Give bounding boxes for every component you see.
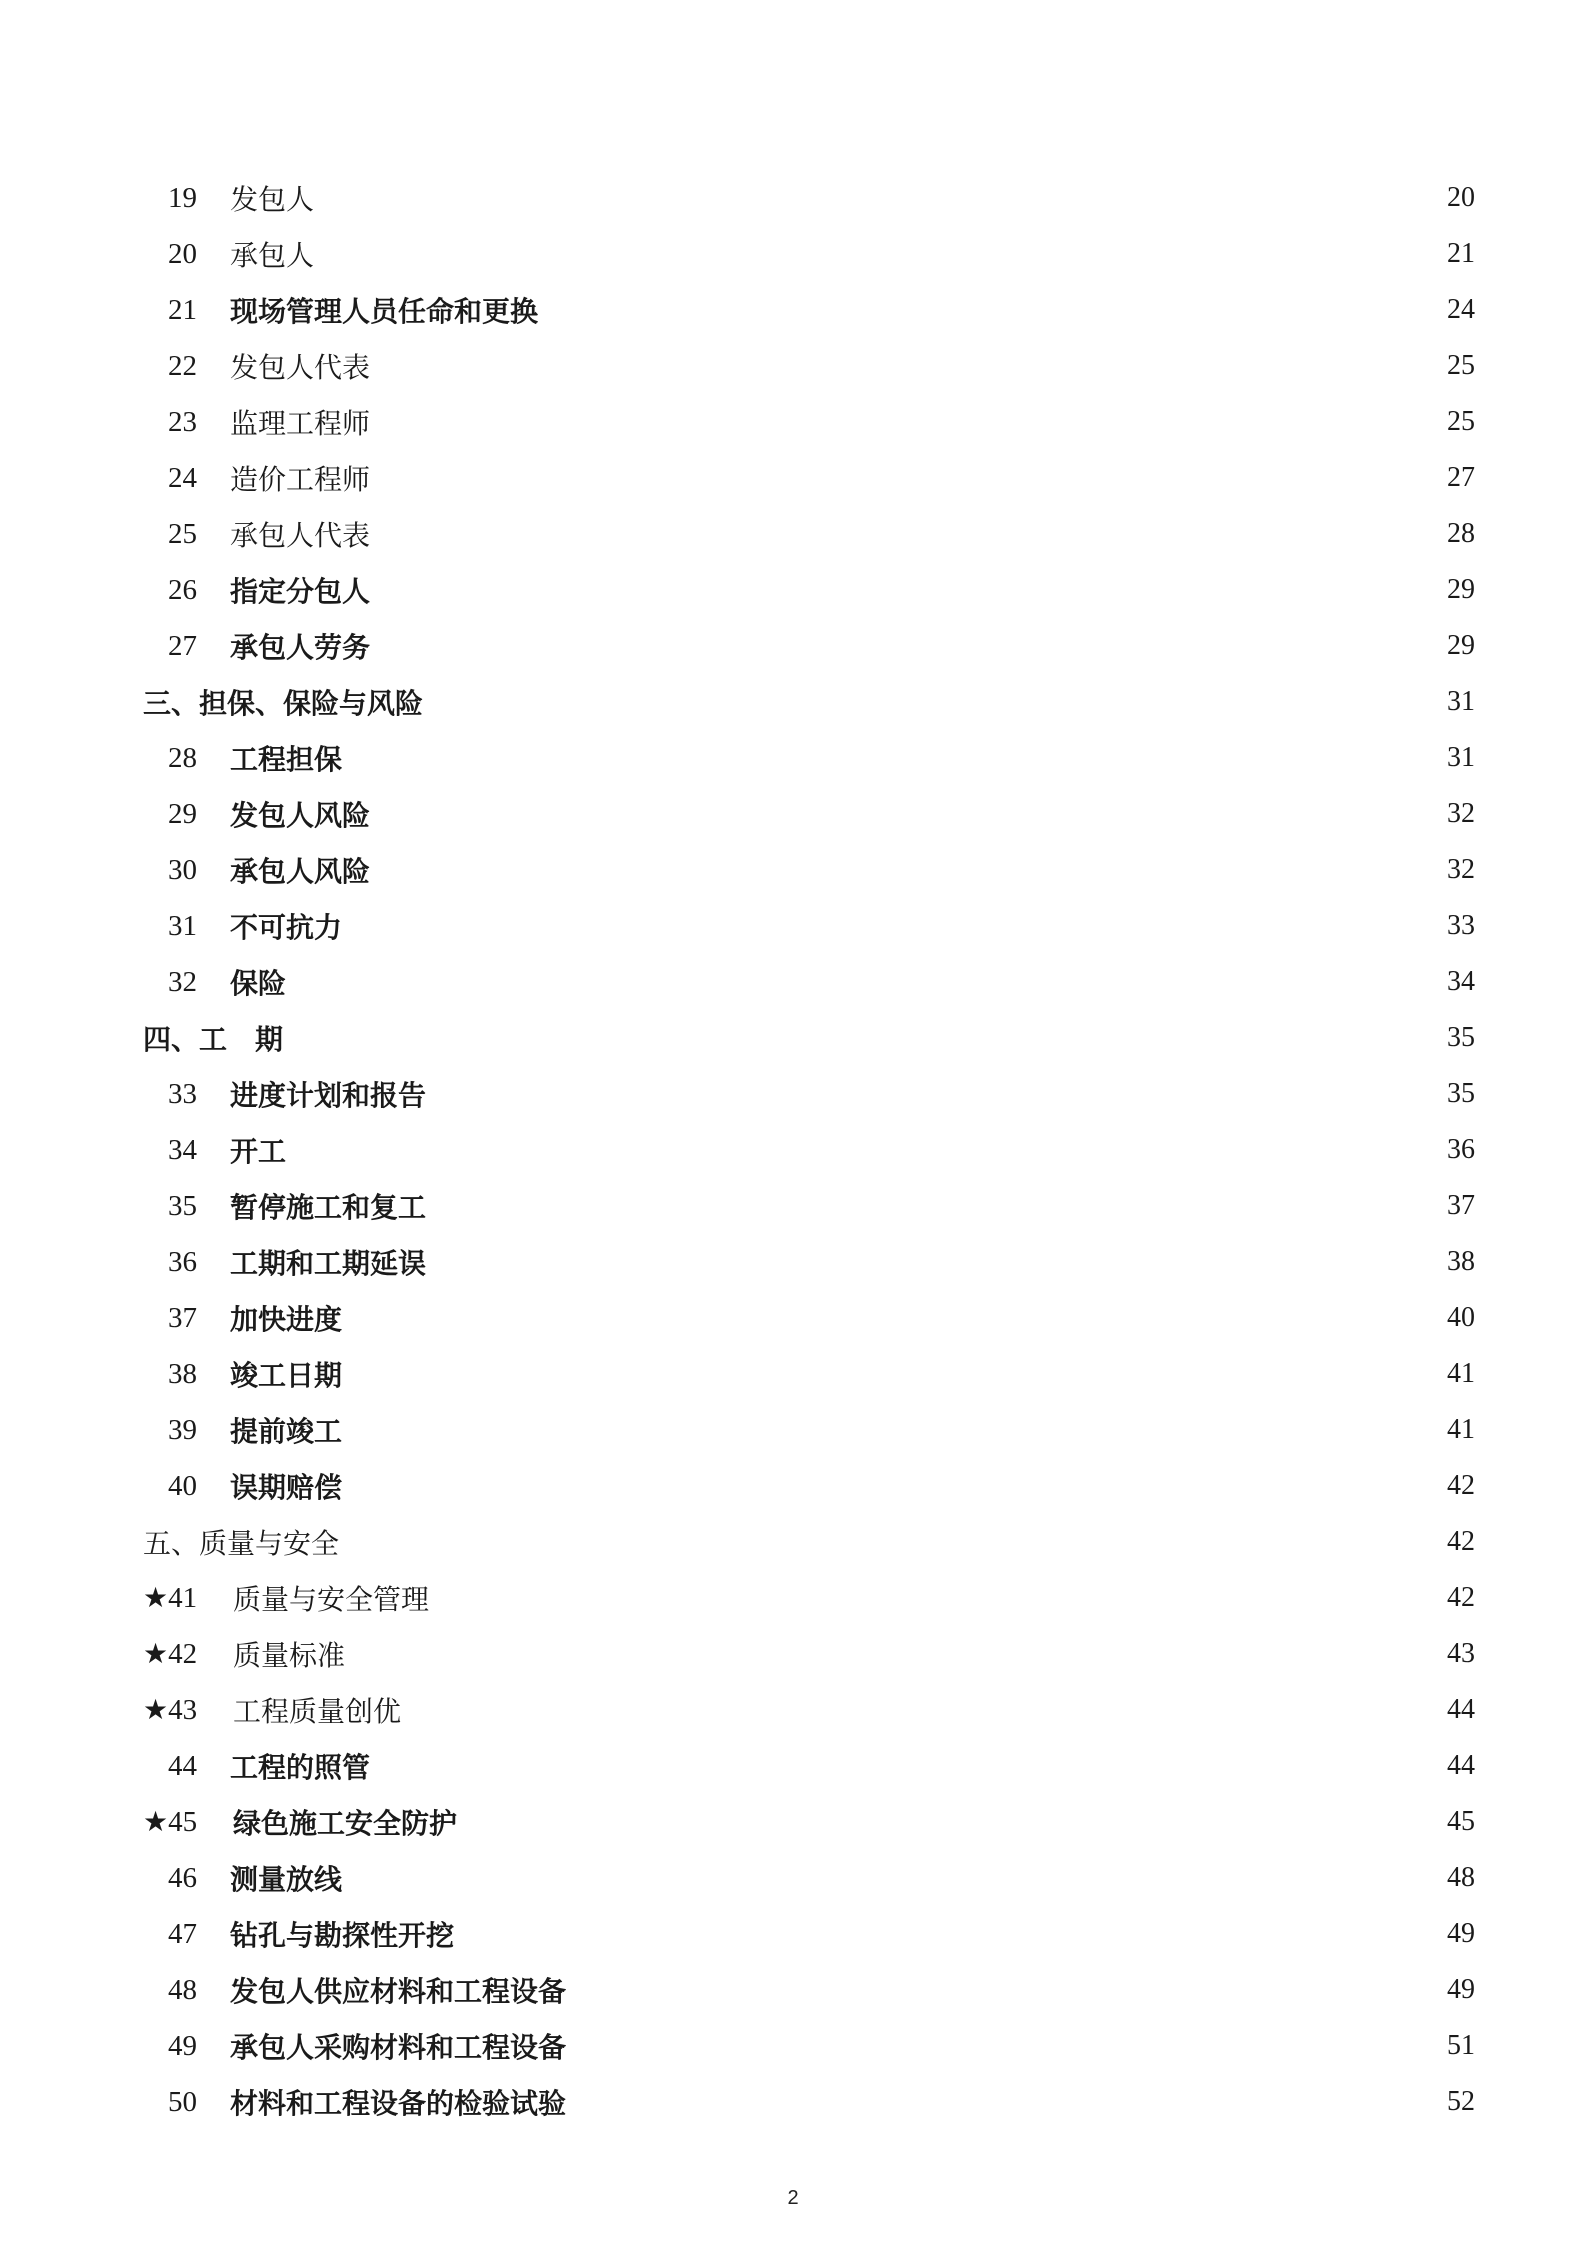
toc-entry[interactable] [143,1570,1475,1626]
toc-entry-number [168,1302,230,1335]
toc-entry-page: 28 [1447,518,1475,549]
toc-entry-page: 41 [1447,1414,1475,1445]
toc-entry[interactable] [143,842,1475,898]
toc-entry-title: 承包人风险 [230,855,371,888]
toc-entry-title: 绿色施工安全防护 [233,1807,458,1840]
dot-leader [380,407,1441,437]
toc-entry-title: 钻孔与勘探性开挖 [230,1919,455,1952]
dot-leader [576,2087,1441,2117]
toc-entry[interactable] [143,786,1475,842]
toc-entry-page: 34 [1447,966,1475,997]
toc-entry-number-text: 26 [168,573,197,606]
toc-section-entry[interactable] [143,1010,1475,1066]
toc-entry-page: 31 [1447,742,1475,773]
toc-entry-title: 五、质量与安全 [143,1527,340,1560]
dot-leader [380,351,1441,381]
toc-entry[interactable] [143,170,1475,226]
toc-entry-number [168,518,230,551]
toc-entry-page: 31 [1447,686,1475,717]
dot-leader [380,799,1441,829]
toc-entry-number-text: 48 [168,1973,197,2006]
toc-entry-page: 42 [1447,1582,1475,1613]
toc-entry-number-text: 30 [168,853,197,886]
toc-entry[interactable] [143,1906,1475,1962]
toc-entry[interactable] [143,1794,1475,1850]
toc-entry-number [143,1637,233,1671]
dot-leader [296,1135,1441,1165]
toc-entry[interactable] [143,1290,1475,1346]
toc-entry-number-text: 39 [168,1413,197,1446]
toc-entry-number-text: 44 [168,1749,197,1782]
toc-entry-title: 测量放线 [230,1863,343,1896]
toc-entry-number [168,1918,230,1951]
toc-entry-page: 36 [1447,1134,1475,1165]
toc-entry-number [168,630,230,663]
toc-entry-number-text: 47 [168,1917,197,1950]
star-icon: ★ [143,1693,169,1726]
toc-entry-title: 发包人 [230,183,315,216]
toc-entry[interactable] [143,1962,1475,2018]
toc-entry-number-text: 40 [168,1469,197,1502]
toc-entry-number-text: 49 [168,2029,197,2062]
dot-leader [380,631,1441,661]
toc-entry-number-text: 25 [168,517,197,550]
dot-leader [464,1919,1441,1949]
toc-entry-title: 进度计划和报告 [230,1079,427,1112]
toc-entry-title: 提前竣工 [230,1415,343,1448]
toc-entry-number [168,574,230,607]
toc-entry[interactable] [143,954,1475,1010]
toc-entry[interactable] [143,618,1475,674]
toc-entry-number [168,798,230,831]
dot-leader [352,911,1441,941]
toc-entry-title: 工程质量创优 [233,1695,402,1728]
dot-leader [352,1415,1441,1445]
toc-entry-page: 40 [1447,1302,1475,1333]
toc-entry-page: 24 [1447,294,1475,325]
toc-entry-number [168,910,230,943]
dot-leader [349,1527,1441,1557]
toc-entry-title: 保险 [230,967,287,1000]
dot-leader [411,1695,1441,1725]
toc-entry-title: 承包人劳务 [230,631,371,664]
dot-leader [467,1807,1441,1837]
toc-entry-title: 材料和工程设备的检验试验 [230,2087,567,2120]
toc-entry-number [168,742,230,775]
toc-entry-page: 35 [1447,1022,1475,1053]
toc-entry[interactable] [143,1066,1475,1122]
toc-entry-page: 48 [1447,1862,1475,1893]
toc-entry-number [168,1974,230,2007]
toc-entry-number-text: 29 [168,797,197,830]
dot-leader [436,1191,1441,1221]
toc-entry[interactable] [143,730,1475,786]
dot-leader [296,967,1441,997]
toc-entry-page: 38 [1447,1246,1475,1277]
toc-entry-title: 工程担保 [230,743,343,776]
toc-entry-number-text: 38 [168,1357,197,1390]
toc-entry[interactable] [143,898,1475,954]
toc-entry-number [168,238,230,271]
toc-entry-number-text: 21 [168,293,197,326]
dot-leader [352,1303,1441,1333]
toc-entry-title: 质量与安全管理 [233,1583,430,1616]
star-icon: ★ [143,1581,169,1614]
toc-entry-title: 现场管理人员任命和更换 [230,295,539,328]
toc-entry[interactable] [143,562,1475,618]
toc-entry[interactable] [143,1850,1475,1906]
toc-entry-number [168,462,230,495]
toc-entry-page: 44 [1447,1694,1475,1725]
toc-entry-page: 32 [1447,798,1475,829]
toc-entry-number [143,1581,233,1615]
toc-entry-number [168,1358,230,1391]
dot-leader [380,463,1441,493]
star-icon: ★ [143,1805,169,1838]
dot-leader [324,183,1441,213]
dot-leader [355,1639,1441,1669]
toc-entry-title: 四、工 期 [143,1023,284,1056]
toc-entry-title: 开工 [230,1135,287,1168]
toc-entry[interactable] [143,394,1475,450]
toc-entry-number-text: 27 [168,629,197,662]
toc-entry-number [168,1750,230,1783]
toc-entry-number-text: 23 [168,405,197,438]
toc-entry-title: 误期赔偿 [230,1471,343,1504]
dot-leader [293,1023,1441,1053]
toc-entry-title: 三、担保、保险与风险 [143,687,424,720]
toc-entry-title: 不可抗力 [230,911,343,944]
toc-entry[interactable] [143,1234,1475,1290]
toc-entry-number-text: 33 [168,1077,197,1110]
toc-entry-number [168,1414,230,1447]
toc-entry-number [168,1134,230,1167]
dot-leader [324,239,1441,269]
toc-entry-page: 29 [1447,574,1475,605]
toc-entry-number [168,350,230,383]
toc-entry-number-text: 42 [168,1638,198,1670]
toc-entry[interactable] [143,338,1475,394]
toc-entry-page: 45 [1447,1806,1475,1837]
toc-entry-number-text: 22 [168,349,197,382]
toc-entry-number [168,1862,230,1895]
toc-entry-page: 49 [1447,1974,1475,2005]
dot-leader [352,1359,1441,1389]
toc-entry-page: 44 [1447,1750,1475,1781]
toc-entry[interactable] [143,2018,1475,2074]
toc-entry-page: 21 [1447,238,1475,269]
toc-entry-number [168,1246,230,1279]
dot-leader [576,1975,1441,2005]
toc-entry[interactable] [143,1682,1475,1738]
toc-entry-number-text: 35 [168,1189,197,1222]
toc-entry-number [168,1190,230,1223]
toc-entry-number-text: 31 [168,909,197,942]
toc-entry-page: 41 [1447,1358,1475,1389]
toc-entry-page: 42 [1447,1526,1475,1557]
toc-entry-title: 承包人 [230,239,315,272]
toc-entry-number-text: 20 [168,237,197,270]
toc-entry-page: 33 [1447,910,1475,941]
toc-entry-page: 25 [1447,350,1475,381]
toc-entry-number [168,854,230,887]
toc-entry-number [168,406,230,439]
dot-leader [352,743,1441,773]
toc-entry-title: 竣工日期 [230,1359,343,1392]
toc-entry[interactable] [143,1738,1475,1794]
toc-entry[interactable] [143,1458,1475,1514]
toc-entry[interactable] [143,2074,1475,2130]
toc-entry-number [168,1470,230,1503]
toc-entry-page: 29 [1447,630,1475,661]
dot-leader [380,1751,1441,1781]
toc-entry[interactable] [143,282,1475,338]
toc-entry-page: 35 [1447,1078,1475,1109]
toc-entry-number-text: 34 [168,1133,197,1166]
toc-entry-number [168,966,230,999]
toc-entry-number-text: 37 [168,1301,197,1334]
toc-entry-title: 发包人代表 [230,351,371,384]
toc-entry-title: 指定分包人 [230,575,371,608]
toc-entry-page: 37 [1447,1190,1475,1221]
dot-leader [433,687,1441,717]
toc-entry-title: 工程的照管 [230,1751,371,1784]
toc-entry-title: 监理工程师 [230,407,371,440]
toc-entry-number [168,2030,230,2063]
toc-entry-number-text: 19 [168,181,197,214]
toc-entry-page: 32 [1447,854,1475,885]
toc-entry[interactable] [143,1122,1475,1178]
dot-leader [380,855,1441,885]
dot-leader [576,2031,1441,2061]
toc-entry-title: 发包人供应材料和工程设备 [230,1975,567,2008]
toc-entry-number [168,2086,230,2119]
dot-leader [548,295,1441,325]
dot-leader [352,1863,1441,1893]
toc-entry-title: 加快进度 [230,1303,343,1336]
toc-entry-page: 42 [1447,1470,1475,1501]
toc-entry[interactable] [143,450,1475,506]
toc-entry[interactable] [143,1178,1475,1234]
toc-entry-number [143,1693,233,1727]
toc-entry-number-text: 41 [168,1582,198,1614]
toc-entry-page: 49 [1447,1918,1475,1949]
dot-leader [436,1247,1441,1277]
toc-entry-number-text: 46 [168,1861,197,1894]
toc-entry[interactable] [143,226,1475,282]
dot-leader [439,1583,1441,1613]
toc-entry-number [168,1078,230,1111]
toc-entry-number-text: 32 [168,965,197,998]
toc-entry-page: 20 [1447,182,1475,213]
toc-entry-title: 质量标准 [233,1639,346,1672]
dot-leader [352,1471,1441,1501]
table-of-contents [143,170,1475,2130]
toc-entry-number-text: 43 [168,1694,198,1726]
toc-entry[interactable] [143,506,1475,562]
toc-entry[interactable] [143,1346,1475,1402]
toc-section-entry[interactable] [143,674,1475,730]
toc-entry[interactable] [143,1402,1475,1458]
toc-entry-title: 发包人风险 [230,799,371,832]
toc-entry[interactable] [143,1626,1475,1682]
toc-entry-number [168,294,230,327]
dot-leader [380,575,1441,605]
toc-entry-title: 暂停施工和复工 [230,1191,427,1224]
toc-entry-title: 承包人采购材料和工程设备 [230,2031,567,2064]
toc-entry-number [168,182,230,215]
toc-entry-page: 51 [1447,2030,1475,2061]
toc-entry-title: 工期和工期延误 [230,1247,427,1280]
toc-section-entry[interactable] [143,1514,1475,1570]
toc-entry-title: 造价工程师 [230,463,371,496]
toc-entry-page: 52 [1447,2086,1475,2117]
page-number: 2 [787,2187,799,2209]
toc-entry-number-text: 24 [168,461,197,494]
dot-leader [380,519,1441,549]
toc-entry-number-text: 36 [168,1245,197,1278]
dot-leader [436,1079,1441,1109]
toc-entry-number-text: 45 [168,1806,198,1838]
toc-entry-page: 43 [1447,1638,1475,1669]
toc-entry-number [143,1805,233,1839]
toc-entry-number-text: 50 [168,2085,197,2118]
toc-entry-page: 27 [1447,462,1475,493]
star-icon: ★ [143,1637,169,1670]
toc-entry-page: 25 [1447,406,1475,437]
toc-entry-number-text: 28 [168,741,197,774]
toc-entry-title: 承包人代表 [230,519,371,552]
